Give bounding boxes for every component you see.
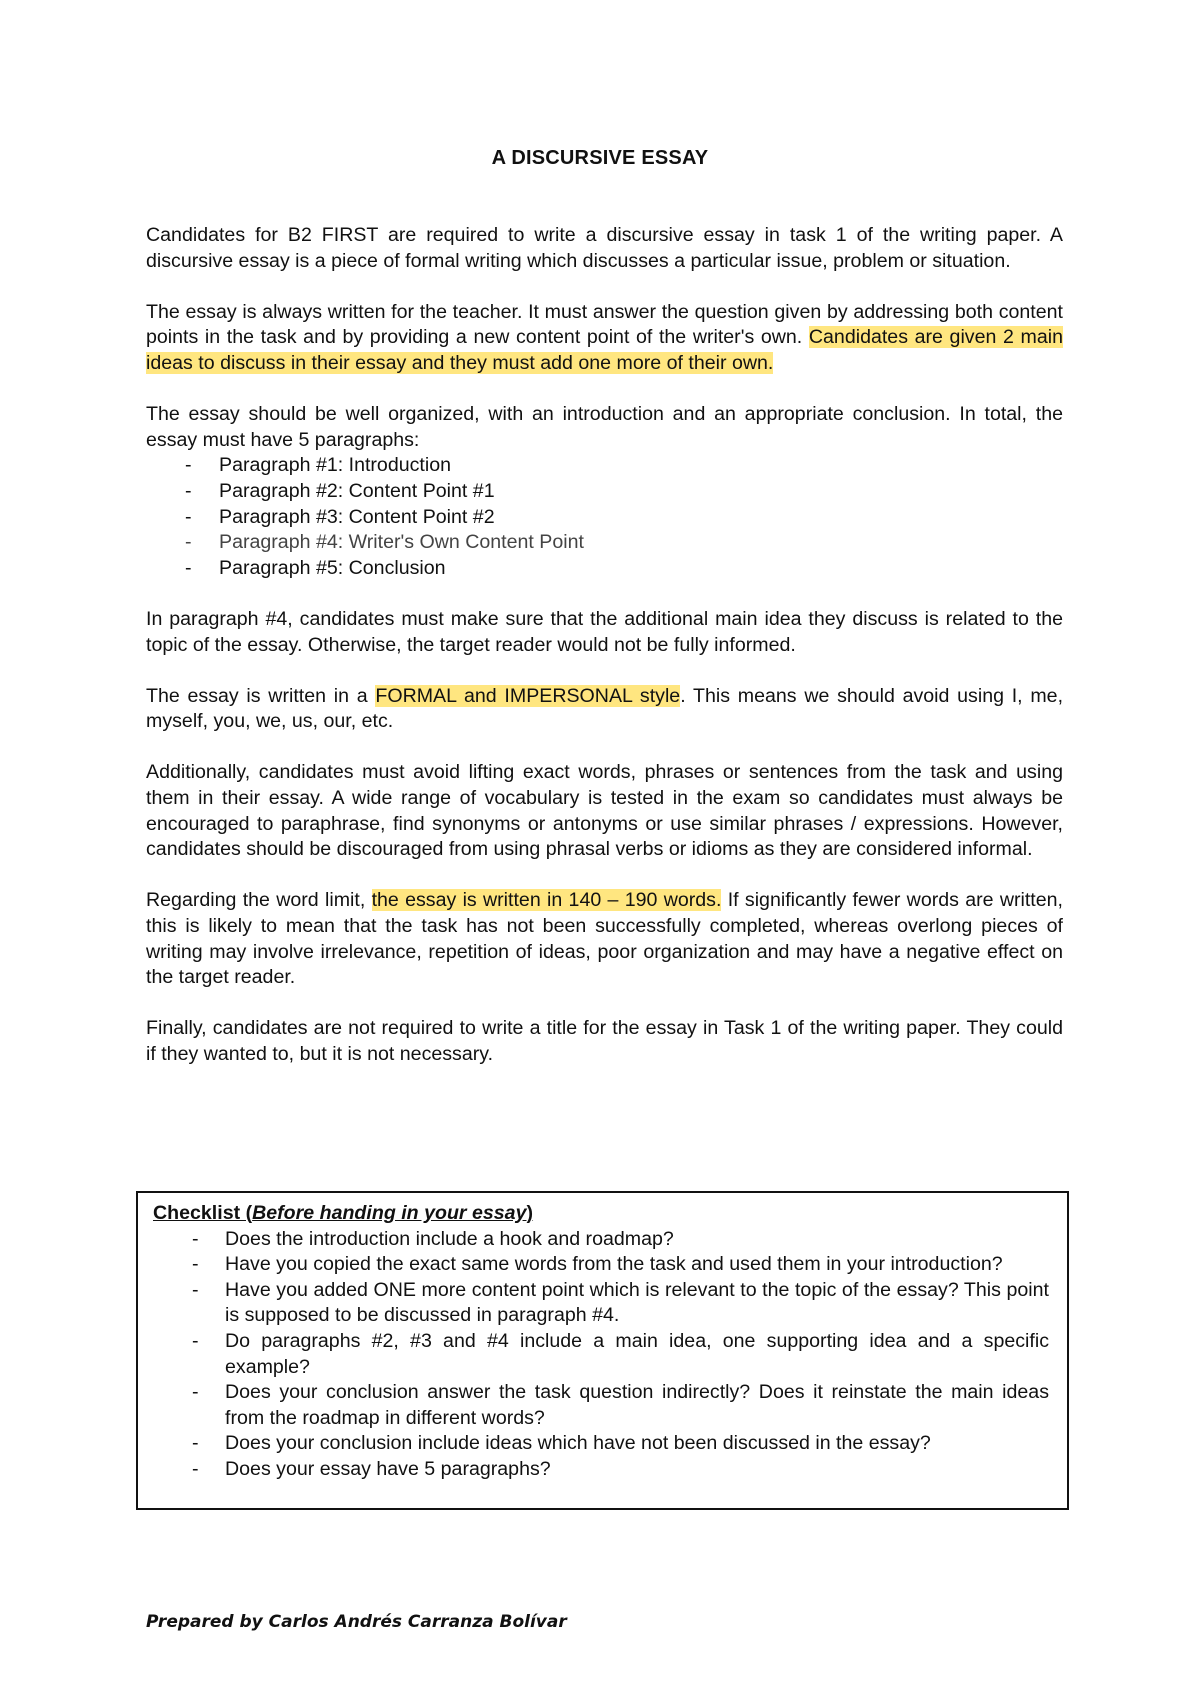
checklist-heading-b: ): [526, 1202, 534, 1224]
paragraph-teacher-text: The essay is always written for the teacher. It must answer the question given by addressing both content points in the task and by providing a new content point of the writer's own.: [146, 300, 1063, 349]
checklist-item: [153, 1380, 1049, 1431]
checklist-heading-em: Before handing in your essay: [252, 1202, 527, 1224]
list-item-label: Paragraph #2: Content Point #1: [219, 479, 495, 502]
checklist-box: [136, 1191, 1069, 1510]
highlight-word-limit: the essay is written in 140 – 190 words.: [371, 889, 722, 912]
paragraph-title-note: Finally, candidates are not required to write a title for the essay in Task 1 of the writing paper. They could if they wanted to, but it is not necessary.: [146, 1017, 1063, 1065]
list-item-label: Paragraph #4: Writer's Own Content Point: [219, 531, 584, 554]
list-item: [146, 556, 1063, 582]
list-item: [146, 479, 1063, 505]
dash-bullet: -: [185, 531, 192, 554]
checklist-item-text: Does the introduction include a hook and roadmap?: [225, 1227, 674, 1250]
paragraph-style: [146, 684, 1063, 735]
highlight-main-ideas: Candidates are given 2 main ideas to discuss in their essay and they must add one more of their own.: [146, 326, 1063, 374]
checklist-item: [153, 1457, 1049, 1483]
document-body: [146, 223, 1063, 1093]
paragraph-word-limit-text-b: If significantly fewer words are written, this is likely to mean that the task has not been successfully completed, whereas overlong pieces of writing may involve irrelevance, repetition of ideas, poor organization and may have a negative effect on the target reader.: [146, 889, 1063, 989]
checklist-item-text: Does your conclusion include ideas which have not been discussed in the essay?: [225, 1432, 931, 1455]
footer-author: Prepared by Carlos Andrés Carranza Bolívar: [146, 1612, 567, 1632]
list-item-label: Paragraph #5: Conclusion: [219, 556, 446, 579]
checklist-heading-a: Checklist (: [153, 1202, 253, 1224]
list-item: [146, 530, 1063, 556]
checklist-heading: [153, 1201, 1049, 1227]
checklist-item: [153, 1329, 1049, 1380]
dash-bullet: -: [192, 1381, 199, 1404]
paragraph-organization: [146, 402, 1063, 581]
paragraph-word-limit-text-a: Regarding the word limit,: [146, 889, 372, 912]
checklist-items: [153, 1227, 1049, 1483]
checklist-item-text: Have you added ONE more content point which is relevant to the topic of the essay? This point is supposed to be discussed in paragraph #4.: [225, 1278, 1049, 1327]
dash-bullet: -: [192, 1278, 199, 1301]
dash-bullet: -: [192, 1457, 199, 1480]
dash-bullet: -: [185, 479, 192, 502]
list-item: [146, 505, 1063, 531]
checklist-item: [153, 1431, 1049, 1457]
dash-bullet: -: [192, 1432, 199, 1455]
highlight-formal-style: FORMAL and IMPERSONAL style: [375, 684, 681, 707]
checklist-item-text: Have you copied the exact same words from the task and used them in your introduction?: [225, 1253, 1003, 1276]
checklist-item-text: Does your essay have 5 paragraphs?: [225, 1457, 551, 1480]
checklist-item-text: Does your conclusion answer the task question indirectly? Does it reinstate the main ideas from the roadmap in different words?: [225, 1381, 1049, 1429]
paragraph-intro: Candidates for B2 FIRST are required to write a discursive essay in task 1 of the writing paper. A discursive essay is a piece of formal writing which discusses a particular issue, problem or situation.: [146, 224, 1063, 272]
paragraph-style-text-a: The essay is written in a: [146, 684, 376, 707]
paragraph-fourth: In paragraph #4, candidates must make sure that the additional main idea they discuss is related to the topic of the essay. Otherwise, the target reader would not be fully informed.: [146, 607, 1063, 656]
list-item-label: Paragraph #1: Introduction: [219, 454, 452, 477]
paragraph-word-limit: [146, 888, 1063, 990]
dash-bullet: -: [192, 1227, 199, 1250]
checklist-item: [153, 1252, 1049, 1278]
checklist-item: [153, 1278, 1049, 1329]
paragraph-teacher: [146, 300, 1063, 377]
dash-bullet: -: [192, 1253, 199, 1276]
dash-bullet: -: [185, 505, 192, 528]
list-item: [146, 453, 1063, 479]
checklist-item-text: Do paragraphs #2, #3 and #4 include a main idea, one supporting idea and a specific example?: [225, 1329, 1049, 1378]
dash-bullet: -: [192, 1329, 199, 1352]
dash-bullet: -: [185, 454, 192, 477]
paragraph-organization-text: The essay should be well organized, with an introduction and an appropriate conclusion. In total, the essay must have 5 paragraphs:: [146, 403, 1063, 451]
dash-bullet: -: [185, 556, 192, 579]
paragraph-vocabulary: Additionally, candidates must avoid lifting exact words, phrases or sentences from the task and using them in their essay. A wide range of vocabulary is tested in the exam so candidates must always be encouraged to paraphrase, find synonyms or antonyms or use similar phrases / expressions. However, candidates should be discouraged from using phrasal verbs or idioms as they are considered informal.: [146, 761, 1063, 861]
page-title: A DISCURSIVE ESSAY: [491, 147, 709, 169]
paragraph-structure-list: [146, 453, 1063, 581]
paragraph-style-text-b: . This means we should avoid using I, me, myself, you, we, us, our, etc.: [146, 684, 1064, 733]
checklist-item: [153, 1227, 1049, 1253]
list-item-label: Paragraph #3: Content Point #2: [219, 505, 495, 528]
